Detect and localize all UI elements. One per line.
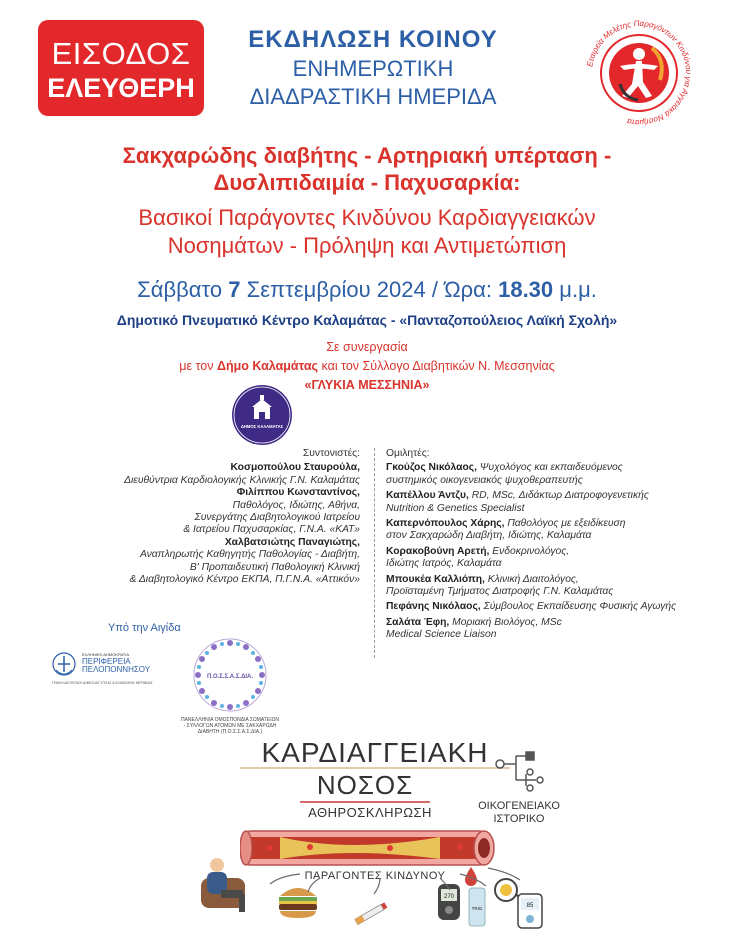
society-arc-text: Εταιρεία Μελέτης Παραγόντων Κινδύνου για Αγγειακά Νοσήματα	[585, 18, 694, 128]
collab-post: και τον Σύλλογο Διαβητικών Ν. Μεσσηνίας	[321, 359, 555, 373]
speaker-desc: Ψυχολόγος και εκπαιδευόμενος	[479, 462, 623, 474]
event-date	[20, 277, 714, 303]
subtitle-line1: Βασικοί Παράγοντες Κινδύνου Καρδιαγγειακών	[138, 205, 596, 230]
badge-line1: ΕΙΣΟΔΟΣ	[51, 36, 191, 71]
society-logo	[580, 14, 698, 132]
illustration-subtitle: ΝΟΣΟΣ	[316, 770, 414, 800]
header-line1: ΕΚΔΗΛΩΣΗ ΚΟΙΝΟΥ	[248, 26, 498, 53]
federation-center-text: Π.Ο.Σ.Σ.Α.Σ.ΔΙΑ.	[206, 674, 254, 680]
coordinator-name: Φιλίππου Κωνσταντίνος,	[236, 487, 360, 499]
date-time: 18.30	[498, 277, 554, 302]
speaker-item	[386, 518, 706, 543]
speaker-name: Σαλάτα Έφη,	[386, 616, 450, 628]
venue: Δημοτικό Πνευματικό Κέντρο Καλαμάτας - «Πανταζοπούλειος Λαϊκή Σχολή»	[116, 312, 618, 328]
peloponnese-small-top: ΕΛΛΗΝΙΚΗ ΔΗΜΟΚΡΑΤΙΑ	[82, 652, 129, 657]
speaker-item	[386, 601, 706, 613]
speaker-desc: Ιδιώτης Ιατρός, Καλαμάτα	[386, 558, 502, 570]
federation-caption: ΠΑΝΕΛΛΗΝΙΑ ΟΜΟΣΠΟΝΔΙΑ ΣΩΜΑΤΕΙΩΝ - ΣΥΛΛΟΓΩΝ ΑΤΟΜΩΝ ΜΕ ΣΑΚΧΑΡΩΔΗ ΔΙΑΒΗΤΗ (Π.Ο.Σ.Σ.Α.Σ.ΔΙΑ.)	[180, 717, 280, 735]
coordinator-desc: Αναπληρωτής Καθηγητής Παθολογίας - Διαβήτη,	[139, 549, 360, 561]
subtitle	[20, 204, 714, 260]
date-day: 7	[228, 277, 241, 302]
speaker-name: Γκούζος Νικόλαος,	[386, 462, 477, 474]
coordinators-section	[40, 448, 360, 586]
speaker-desc: στον Σακχαρώδη Διαβήτη, Ιδιώτης, Καλαμάτα	[386, 530, 592, 542]
speakers-heading: Ομιλητές:	[386, 448, 430, 459]
coordinator-desc: & Ιατρείου Παχυσαρκίας, Γ.Ν.Α. «ΚΑΤ»	[183, 524, 360, 536]
coordinator-desc: Β' Προπαιδευτική Παθολογική Κλινική	[189, 561, 360, 573]
speaker-desc: Nutrition & Genetics Specialist	[386, 502, 525, 514]
speaker-name: Πεφάνης Νικόλαος,	[386, 601, 481, 613]
subtitle-line2: Νοσημάτων - Πρόληψη και Αντιμετώπιση	[167, 233, 567, 258]
family-line2: ΙΣΤΟΡΙΚΟ	[493, 813, 545, 825]
free-entry-badge	[38, 20, 204, 116]
speaker-desc: Προϊσταμένη Τμήματος Διατροφής Γ.Ν. Καλαμάτας	[386, 586, 614, 598]
speaker-desc: Σύμβουλος Εκπαίδευσης Φυσικής Αγωγής	[483, 601, 677, 613]
illustration-title: ΚΑΡΔΙΑΓΓΕΙΑΚΗ	[261, 737, 489, 768]
coordinator-desc: & Διαβητολογικό Κέντρο ΕΚΠΑ, Π.Γ.Ν.Α. «Αττικόν»	[129, 574, 360, 586]
coordinators-heading: Συντονιστές:	[302, 448, 360, 459]
speaker-item	[386, 574, 706, 599]
speaker-item	[386, 546, 706, 571]
coordinator-desc: Παθολόγος, Ιδιώτης, Αθήνα,	[232, 499, 360, 511]
risk-arrows	[250, 860, 540, 900]
date-suffix: μ.μ.	[559, 277, 597, 302]
speaker-desc: RD, MSc, Διδάκτωρ Διατροφογενετικής	[471, 490, 649, 502]
speaker-name: Κορακοβούνη Αρετή,	[386, 545, 490, 557]
dimos-kalamatas-logo	[232, 385, 292, 445]
cigarette-icon	[350, 898, 394, 928]
family-tree-icon	[490, 750, 550, 798]
coordinator-item	[40, 462, 360, 487]
speaker-item	[386, 490, 706, 515]
title-line2: Δυσλιπιδαιμία - Παχυσαρκία:	[213, 170, 521, 195]
strip-label: TRIG	[471, 906, 483, 911]
speaker-item	[386, 617, 706, 642]
collab-line2	[20, 357, 714, 376]
peloponnese-region-logo	[50, 648, 180, 688]
title-line1: Σακχαρώδης διαβήτης - Αρτηριακή υπέρταση -	[122, 143, 612, 168]
coordinator-name: Χαλβατσιώτης Παναγιώτης,	[224, 536, 360, 548]
collab-dimos: Δήμο Καλαμάτας	[216, 359, 319, 373]
collab-line3: «ΓΛΥΚΙΑ ΜΕΣΣΗΝΙΑ»	[304, 378, 430, 392]
sedentary-person-icon	[195, 850, 255, 920]
collab-line1: Σε συνεργασία	[326, 340, 408, 354]
event-header	[228, 26, 518, 110]
coordinator-item	[40, 487, 360, 537]
speaker-desc: Medical Science Liaison	[386, 629, 497, 641]
risk-factors-label: ΠΑΡΑΓΟΝΤΕΣ ΚΙΝΔΥΝΟΥ	[304, 870, 446, 882]
coordinator-desc: Διευθύντρια Καρδιολογικής Κλινικής Γ.Ν. Καλαμάτας	[124, 474, 360, 486]
speaker-item	[386, 462, 706, 487]
collaboration	[20, 338, 714, 395]
column-divider	[374, 448, 375, 658]
collab-pre: με τον	[179, 359, 214, 373]
peloponnese-line2: ΠΕΛΟΠΟΝΝΗΣΟΥ	[82, 665, 151, 674]
bp-reading: 85	[526, 903, 534, 909]
coordinator-name: Κοσμοπούλου Σταυρούλα,	[230, 462, 360, 474]
speaker-desc: Κλινική Διαιτολόγος,	[487, 573, 579, 585]
peloponnese-line1: ΠΕΡΙΦΕΡΕΙΑ	[82, 657, 131, 666]
nosos-underline	[300, 801, 430, 803]
header-line3: ΔΙΑΔΡΑΣΤΙΚΗ ΗΜΕΡΙΔΑ	[249, 84, 497, 109]
federation-logo	[190, 635, 270, 715]
coordinator-desc: Συνεργάτης Διαβητολογικού Ιατρείου	[194, 512, 360, 524]
coordinator-item	[40, 537, 360, 587]
glucometer-reading: 270	[443, 894, 455, 900]
family-line1: ΟΙΚΟΓΕΝΕΙΑΚΟ	[478, 800, 560, 812]
speaker-name: Μπουκέα Καλλιόπη,	[386, 573, 485, 585]
aegis-label: Υπό την Αιγίδα	[108, 622, 181, 634]
speaker-name: Καπέλλου Άντζυ,	[386, 490, 469, 502]
date-month-year: Σεπτεμβρίου 2024 / Ώρα:	[246, 277, 492, 302]
speaker-desc: Μοριακή Βιολόγος, MSc	[452, 616, 562, 628]
speaker-desc: συστημικός οικογενειακός ψυχοθεραπευτής	[386, 474, 583, 486]
main-title	[20, 142, 714, 196]
speaker-desc: Ενδοκρινολόγος,	[492, 545, 570, 557]
atherosclerosis-label: ΑΘΗΡΟΣΚΛΗΡΩΣΗ	[308, 805, 432, 820]
speakers-section	[386, 448, 706, 645]
badge-line2: ΕΛΕΥΘΕΡΗ	[47, 73, 195, 103]
speaker-name: Καπερνόπουλος Χάρης,	[386, 518, 505, 530]
date-prefix: Σάββατο	[137, 277, 223, 302]
header-line2: ΕΝΗΜΕΡΩΤΙΚΗ	[292, 56, 454, 81]
speaker-desc: Παθολόγος με εξειδίκευση	[507, 518, 626, 530]
dimos-logo-text: ΔΗΜΟΣ ΚΑΛΑΜΑΤΑΣ	[240, 424, 284, 429]
peloponnese-small-bottom: ΓΕΝΙΚΗ ΔΙΕΥΘΥΝΣΗ ΔΗΜΟΣΙΑΣ ΥΓΕΙΑΣ & ΚΟΙΝΩΝΙΚΗΣ ΜΕΡΙΜΝΑΣ	[52, 681, 153, 685]
